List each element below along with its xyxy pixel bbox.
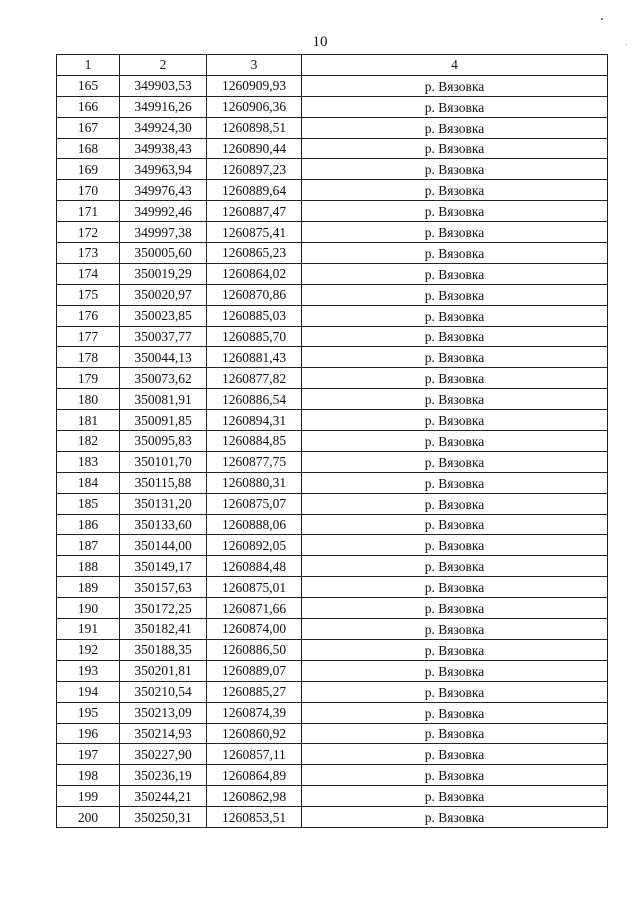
location-name-cell: р. Вязовка xyxy=(302,243,608,264)
location-name-cell: р. Вязовка xyxy=(302,368,608,389)
y-coordinate-cell: 1260875,07 xyxy=(207,493,302,514)
point-number-cell: 168 xyxy=(57,138,120,159)
header-row xyxy=(57,55,608,76)
table-row xyxy=(57,807,608,828)
table-row xyxy=(57,702,608,723)
y-coordinate-cell: 1260888,06 xyxy=(207,514,302,535)
x-coordinate-cell: 350144,00 xyxy=(120,535,207,556)
location-name-cell: р. Вязовка xyxy=(302,201,608,222)
point-number-cell: 187 xyxy=(57,535,120,556)
table-row xyxy=(57,619,608,640)
x-coordinate-cell: 350101,70 xyxy=(120,451,207,472)
location-name-cell: р. Вязовка xyxy=(302,514,608,535)
table-row xyxy=(57,451,608,472)
table-row xyxy=(57,389,608,410)
point-number-cell: 192 xyxy=(57,639,120,660)
point-number-cell: 172 xyxy=(57,222,120,243)
y-coordinate-cell: 1260870,86 xyxy=(207,284,302,305)
coordinates-table xyxy=(56,54,608,828)
location-name-cell: р. Вязовка xyxy=(302,619,608,640)
point-number-cell: 190 xyxy=(57,598,120,619)
location-name-cell: р. Вязовка xyxy=(302,263,608,284)
point-number-cell: 198 xyxy=(57,765,120,786)
y-coordinate-cell: 1260864,89 xyxy=(207,765,302,786)
x-coordinate-cell: 350019,29 xyxy=(120,263,207,284)
location-name-cell: р. Вязовка xyxy=(302,305,608,326)
location-name-cell: р. Вязовка xyxy=(302,389,608,410)
location-name-cell: р. Вязовка xyxy=(302,598,608,619)
location-name-cell: р. Вязовка xyxy=(302,765,608,786)
x-coordinate-cell: 350037,77 xyxy=(120,326,207,347)
point-number-cell: 181 xyxy=(57,410,120,431)
y-coordinate-cell: 1260864,02 xyxy=(207,263,302,284)
table-row xyxy=(57,201,608,222)
location-name-cell: р. Вязовка xyxy=(302,159,608,180)
y-coordinate-cell: 1260877,75 xyxy=(207,451,302,472)
y-coordinate-cell: 1260874,00 xyxy=(207,619,302,640)
table-row xyxy=(57,347,608,368)
location-name-cell: р. Вязовка xyxy=(302,744,608,765)
point-number-cell: 183 xyxy=(57,451,120,472)
point-number-cell: 184 xyxy=(57,472,120,493)
y-coordinate-cell: 1260860,92 xyxy=(207,723,302,744)
y-coordinate-cell: 1260853,51 xyxy=(207,807,302,828)
point-number-cell: 200 xyxy=(57,807,120,828)
point-number-cell: 166 xyxy=(57,96,120,117)
y-coordinate-cell: 1260885,27 xyxy=(207,681,302,702)
point-number-cell: 178 xyxy=(57,347,120,368)
table-header xyxy=(57,55,608,76)
location-name-cell: р. Вязовка xyxy=(302,493,608,514)
table-row xyxy=(57,263,608,284)
x-coordinate-cell: 349903,53 xyxy=(120,75,207,96)
location-name-cell: р. Вязовка xyxy=(302,472,608,493)
scan-speck xyxy=(601,18,603,20)
location-name-cell: р. Вязовка xyxy=(302,535,608,556)
x-coordinate-cell: 349992,46 xyxy=(120,201,207,222)
table-row xyxy=(57,765,608,786)
point-number-cell: 186 xyxy=(57,514,120,535)
table-row xyxy=(57,639,608,660)
table-row xyxy=(57,681,608,702)
y-coordinate-cell: 1260892,05 xyxy=(207,535,302,556)
x-coordinate-cell: 350073,62 xyxy=(120,368,207,389)
table-row xyxy=(57,222,608,243)
x-coordinate-cell: 349924,30 xyxy=(120,117,207,138)
location-name-cell: р. Вязовка xyxy=(302,96,608,117)
header-col-3: 3 xyxy=(207,55,302,76)
table-row xyxy=(57,96,608,117)
x-coordinate-cell: 350081,91 xyxy=(120,389,207,410)
table-row xyxy=(57,284,608,305)
table-body xyxy=(57,75,608,827)
point-number-cell: 169 xyxy=(57,159,120,180)
y-coordinate-cell: 1260884,48 xyxy=(207,556,302,577)
point-number-cell: 196 xyxy=(57,723,120,744)
y-coordinate-cell: 1260889,64 xyxy=(207,180,302,201)
table-row xyxy=(57,410,608,431)
y-coordinate-cell: 1260874,39 xyxy=(207,702,302,723)
point-number-cell: 185 xyxy=(57,493,120,514)
point-number-cell: 167 xyxy=(57,117,120,138)
location-name-cell: р. Вязовка xyxy=(302,577,608,598)
y-coordinate-cell: 1260880,31 xyxy=(207,472,302,493)
y-coordinate-cell: 1260894,31 xyxy=(207,410,302,431)
point-number-cell: 165 xyxy=(57,75,120,96)
y-coordinate-cell: 1260865,23 xyxy=(207,243,302,264)
location-name-cell: р. Вязовка xyxy=(302,681,608,702)
point-number-cell: 171 xyxy=(57,201,120,222)
y-coordinate-cell: 1260875,41 xyxy=(207,222,302,243)
table-row xyxy=(57,180,608,201)
location-name-cell: р. Вязовка xyxy=(302,222,608,243)
location-name-cell: р. Вязовка xyxy=(302,431,608,452)
table-row xyxy=(57,159,608,180)
header-col-4: 4 xyxy=(302,55,608,76)
location-name-cell: р. Вязовка xyxy=(302,451,608,472)
x-coordinate-cell: 350214,93 xyxy=(120,723,207,744)
point-number-cell: 176 xyxy=(57,305,120,326)
point-number-cell: 188 xyxy=(57,556,120,577)
table-row xyxy=(57,243,608,264)
y-coordinate-cell: 1260877,82 xyxy=(207,368,302,389)
location-name-cell: р. Вязовка xyxy=(302,807,608,828)
x-coordinate-cell: 350131,20 xyxy=(120,493,207,514)
header-col-1: 1 xyxy=(57,55,120,76)
location-name-cell: р. Вязовка xyxy=(302,410,608,431)
table-row xyxy=(57,723,608,744)
x-coordinate-cell: 350250,31 xyxy=(120,807,207,828)
y-coordinate-cell: 1260890,44 xyxy=(207,138,302,159)
location-name-cell: р. Вязовка xyxy=(302,117,608,138)
y-coordinate-cell: 1260884,85 xyxy=(207,431,302,452)
y-coordinate-cell: 1260906,36 xyxy=(207,96,302,117)
x-coordinate-cell: 350023,85 xyxy=(120,305,207,326)
location-name-cell: р. Вязовка xyxy=(302,723,608,744)
x-coordinate-cell: 350227,90 xyxy=(120,744,207,765)
x-coordinate-cell: 350091,85 xyxy=(120,410,207,431)
table-row xyxy=(57,556,608,577)
y-coordinate-cell: 1260885,70 xyxy=(207,326,302,347)
x-coordinate-cell: 350244,21 xyxy=(120,786,207,807)
table-row xyxy=(57,660,608,681)
y-coordinate-cell: 1260886,50 xyxy=(207,639,302,660)
x-coordinate-cell: 350095,83 xyxy=(120,431,207,452)
table-row xyxy=(57,514,608,535)
point-number-cell: 189 xyxy=(57,577,120,598)
x-coordinate-cell: 350188,35 xyxy=(120,639,207,660)
point-number-cell: 199 xyxy=(57,786,120,807)
location-name-cell: р. Вязовка xyxy=(302,180,608,201)
table-row xyxy=(57,744,608,765)
y-coordinate-cell: 1260885,03 xyxy=(207,305,302,326)
y-coordinate-cell: 1260909,93 xyxy=(207,75,302,96)
x-coordinate-cell: 350005,60 xyxy=(120,243,207,264)
point-number-cell: 197 xyxy=(57,744,120,765)
table-row xyxy=(57,598,608,619)
location-name-cell: р. Вязовка xyxy=(302,75,608,96)
location-name-cell: р. Вязовка xyxy=(302,660,608,681)
y-coordinate-cell: 1260889,07 xyxy=(207,660,302,681)
table-row xyxy=(57,535,608,556)
x-coordinate-cell: 350020,97 xyxy=(120,284,207,305)
x-coordinate-cell: 350149,17 xyxy=(120,556,207,577)
y-coordinate-cell: 1260881,43 xyxy=(207,347,302,368)
table-row xyxy=(57,117,608,138)
location-name-cell: р. Вязовка xyxy=(302,556,608,577)
y-coordinate-cell: 1260862,98 xyxy=(207,786,302,807)
location-name-cell: р. Вязовка xyxy=(302,138,608,159)
x-coordinate-cell: 350172,25 xyxy=(120,598,207,619)
table-row xyxy=(57,472,608,493)
x-coordinate-cell: 349916,26 xyxy=(120,96,207,117)
point-number-cell: 195 xyxy=(57,702,120,723)
point-number-cell: 170 xyxy=(57,180,120,201)
point-number-cell: 182 xyxy=(57,431,120,452)
point-number-cell: 193 xyxy=(57,660,120,681)
point-number-cell: 194 xyxy=(57,681,120,702)
point-number-cell: 175 xyxy=(57,284,120,305)
table-row xyxy=(57,305,608,326)
point-number-cell: 191 xyxy=(57,619,120,640)
y-coordinate-cell: 1260898,51 xyxy=(207,117,302,138)
location-name-cell: р. Вязовка xyxy=(302,326,608,347)
y-coordinate-cell: 1260886,54 xyxy=(207,389,302,410)
x-coordinate-cell: 350157,63 xyxy=(120,577,207,598)
x-coordinate-cell: 349938,43 xyxy=(120,138,207,159)
y-coordinate-cell: 1260871,66 xyxy=(207,598,302,619)
y-coordinate-cell: 1260875,01 xyxy=(207,577,302,598)
y-coordinate-cell: 1260887,47 xyxy=(207,201,302,222)
point-number-cell: 180 xyxy=(57,389,120,410)
x-coordinate-cell: 350182,41 xyxy=(120,619,207,640)
location-name-cell: р. Вязовка xyxy=(302,639,608,660)
table-row xyxy=(57,493,608,514)
table-row xyxy=(57,786,608,807)
point-number-cell: 177 xyxy=(57,326,120,347)
page-number: 10 xyxy=(312,34,328,50)
table-row xyxy=(57,368,608,389)
location-name-cell: р. Вязовка xyxy=(302,702,608,723)
x-coordinate-cell: 350201,81 xyxy=(120,660,207,681)
table-row xyxy=(57,138,608,159)
header-col-2: 2 xyxy=(120,55,207,76)
x-coordinate-cell: 349997,38 xyxy=(120,222,207,243)
location-name-cell: р. Вязовка xyxy=(302,284,608,305)
y-coordinate-cell: 1260857,11 xyxy=(207,744,302,765)
table-row xyxy=(57,75,608,96)
x-coordinate-cell: 350115,88 xyxy=(120,472,207,493)
point-number-cell: 179 xyxy=(57,368,120,389)
x-coordinate-cell: 349963,94 xyxy=(120,159,207,180)
table-row xyxy=(57,431,608,452)
x-coordinate-cell: 350044,13 xyxy=(120,347,207,368)
location-name-cell: р. Вязовка xyxy=(302,786,608,807)
location-name-cell: р. Вязовка xyxy=(302,347,608,368)
x-coordinate-cell: 349976,43 xyxy=(120,180,207,201)
x-coordinate-cell: 350236,19 xyxy=(120,765,207,786)
point-number-cell: 173 xyxy=(57,243,120,264)
x-coordinate-cell: 350213,09 xyxy=(120,702,207,723)
x-coordinate-cell: 350133,60 xyxy=(120,514,207,535)
table-row xyxy=(57,326,608,347)
x-coordinate-cell: 350210,54 xyxy=(120,681,207,702)
point-number-cell: 174 xyxy=(57,263,120,284)
y-coordinate-cell: 1260897,23 xyxy=(207,159,302,180)
table-row xyxy=(57,577,608,598)
